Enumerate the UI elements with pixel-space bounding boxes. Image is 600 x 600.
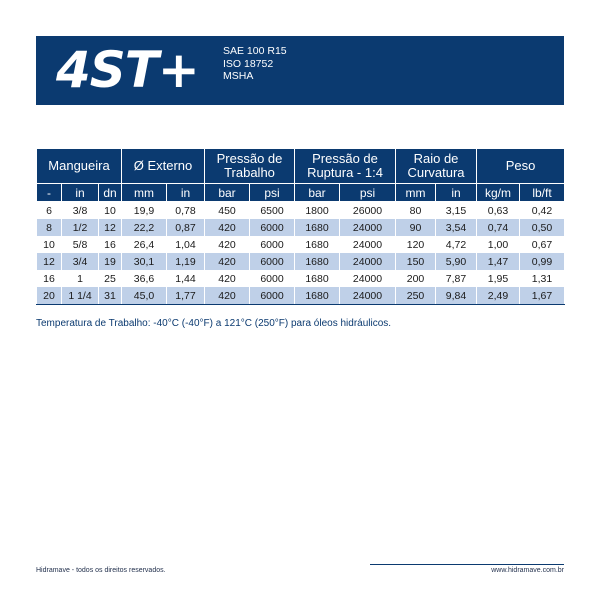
header-banner — [36, 36, 564, 105]
header-raio-curvatura: Raio de Curvatura — [396, 149, 477, 184]
table-cell: 19 — [99, 253, 122, 270]
table-cell: 1800 — [295, 202, 340, 220]
table-cell: 1 — [62, 270, 99, 287]
table-cell: 6000 — [250, 236, 295, 253]
table-row — [37, 287, 565, 305]
table-cell: 9,84 — [436, 287, 477, 305]
table-cell: 6 — [37, 202, 62, 220]
table-cell: 4,72 — [436, 236, 477, 253]
cert-sae: SAE 100 R15 — [223, 45, 287, 57]
table-cell: 10 — [37, 236, 62, 253]
table-cell: 1,19 — [167, 253, 205, 270]
table-cell: 36,6 — [122, 270, 167, 287]
table-cell: 6000 — [250, 287, 295, 305]
table-cell: 420 — [205, 236, 250, 253]
table-cell: 1680 — [295, 219, 340, 236]
table-cell: 31 — [99, 287, 122, 305]
table-cell: 420 — [205, 219, 250, 236]
table-cell: 200 — [396, 270, 436, 287]
table-cell: 20 — [37, 287, 62, 305]
table-row — [37, 253, 565, 270]
table-cell: 1,00 — [477, 236, 520, 253]
table-cell: 1,77 — [167, 287, 205, 305]
table-cell: 5/8 — [62, 236, 99, 253]
table-row — [37, 236, 565, 253]
unit-header-cell: in — [62, 184, 99, 202]
table-cell: 0,67 — [520, 236, 565, 253]
table-cell: 24000 — [340, 253, 396, 270]
footer-divider — [370, 564, 564, 565]
table-cell: 1,44 — [167, 270, 205, 287]
table-cell: 1,95 — [477, 270, 520, 287]
table-cell: 8 — [37, 219, 62, 236]
unit-header-cell: - — [37, 184, 62, 202]
temperature-note: Temperatura de Trabalho: -40°C (-40°F) a 121°C (250°F) para óleos hidráulicos. — [36, 318, 392, 329]
certifications — [223, 45, 287, 83]
cert-iso: ISO 18752 — [223, 57, 274, 70]
table-cell: 3/4 — [62, 253, 99, 270]
cert-msha: MSHA — [223, 70, 254, 82]
unit-header-cell: lb/ft — [520, 184, 565, 202]
table-cell: 6000 — [250, 219, 295, 236]
table-cell: 0,99 — [520, 253, 565, 270]
table-cell: 420 — [205, 270, 250, 287]
header-mangueira: Mangueira — [37, 149, 122, 184]
table-cell: 1/2 — [62, 219, 99, 236]
table-cell: 150 — [396, 253, 436, 270]
table-cell: 1 1/4 — [62, 287, 99, 305]
table-cell: 6500 — [250, 202, 295, 220]
unit-header-cell: bar — [295, 184, 340, 202]
spec-table — [36, 148, 565, 305]
table-cell: 420 — [205, 287, 250, 305]
table-cell: 2,49 — [477, 287, 520, 305]
table-cell: 3,54 — [436, 219, 477, 236]
table-cell: 16 — [37, 270, 62, 287]
table-cell: 0,63 — [477, 202, 520, 220]
table-cell: 1680 — [295, 236, 340, 253]
unit-header-cell: psi — [340, 184, 396, 202]
table-cell: 22,2 — [122, 219, 167, 236]
table-cell: 1,04 — [167, 236, 205, 253]
unit-header-cell: mm — [122, 184, 167, 202]
table-cell: 30,1 — [122, 253, 167, 270]
table-row — [37, 219, 565, 236]
table-cell: 0,50 — [520, 219, 565, 236]
table-cell: 16 — [99, 236, 122, 253]
table-cell: 5,90 — [436, 253, 477, 270]
table-cell: 12 — [99, 219, 122, 236]
table-row — [37, 270, 565, 287]
table-cell: 250 — [396, 287, 436, 305]
table-cell: 120 — [396, 236, 436, 253]
unit-header-cell: mm — [396, 184, 436, 202]
table-cell: 12 — [37, 253, 62, 270]
unit-header-cell: kg/m — [477, 184, 520, 202]
table-cell: 1680 — [295, 287, 340, 305]
table-cell: 6000 — [250, 253, 295, 270]
table-cell: 24000 — [340, 236, 396, 253]
header-peso: Peso — [477, 149, 565, 184]
footer-copyright: Hidramave - todos os direitos reservados. — [36, 567, 166, 574]
table-cell: 1,67 — [520, 287, 565, 305]
table-cell: 3,15 — [436, 202, 477, 220]
table-cell: 0,42 — [520, 202, 565, 220]
table-cell: 90 — [396, 219, 436, 236]
table-cell: 450 — [205, 202, 250, 220]
table-cell: 420 — [205, 253, 250, 270]
table-cell: 80 — [396, 202, 436, 220]
header-diametro-externo: Ø Externo — [122, 149, 205, 184]
footer-website: www.hidramave.com.br — [491, 567, 564, 574]
unit-header-row — [37, 184, 565, 202]
group-header-row — [37, 149, 565, 184]
table-cell: 24000 — [340, 270, 396, 287]
table-row — [37, 202, 565, 220]
table-cell: 1,47 — [477, 253, 520, 270]
table-cell: 26000 — [340, 202, 396, 220]
table-cell: 25 — [99, 270, 122, 287]
table-cell: 1,31 — [520, 270, 565, 287]
table-cell: 0,74 — [477, 219, 520, 236]
product-logo: 4ST+ — [56, 41, 199, 99]
table-cell: 1680 — [295, 253, 340, 270]
unit-header-cell: psi — [250, 184, 295, 202]
table-cell: 7,87 — [436, 270, 477, 287]
table-cell: 24000 — [340, 287, 396, 305]
unit-header-cell: dn — [99, 184, 122, 202]
table-cell: 3/8 — [62, 202, 99, 220]
unit-header-cell: bar — [205, 184, 250, 202]
table-cell: 0,87 — [167, 219, 205, 236]
table-cell: 45,0 — [122, 287, 167, 305]
table-cell: 10 — [99, 202, 122, 220]
table-cell: 0,78 — [167, 202, 205, 220]
unit-header-cell: in — [167, 184, 205, 202]
table-cell: 26,4 — [122, 236, 167, 253]
table-cell: 6000 — [250, 270, 295, 287]
table-cell: 1680 — [295, 270, 340, 287]
table-cell: 19,9 — [122, 202, 167, 220]
header-pressao-ruptura: Pressão de Ruptura - 1:4 — [295, 149, 396, 184]
header-pressao-trabalho: Pressão de Trabalho — [205, 149, 295, 184]
table-cell: 24000 — [340, 219, 396, 236]
unit-header-cell: in — [436, 184, 477, 202]
table-body — [37, 202, 565, 305]
